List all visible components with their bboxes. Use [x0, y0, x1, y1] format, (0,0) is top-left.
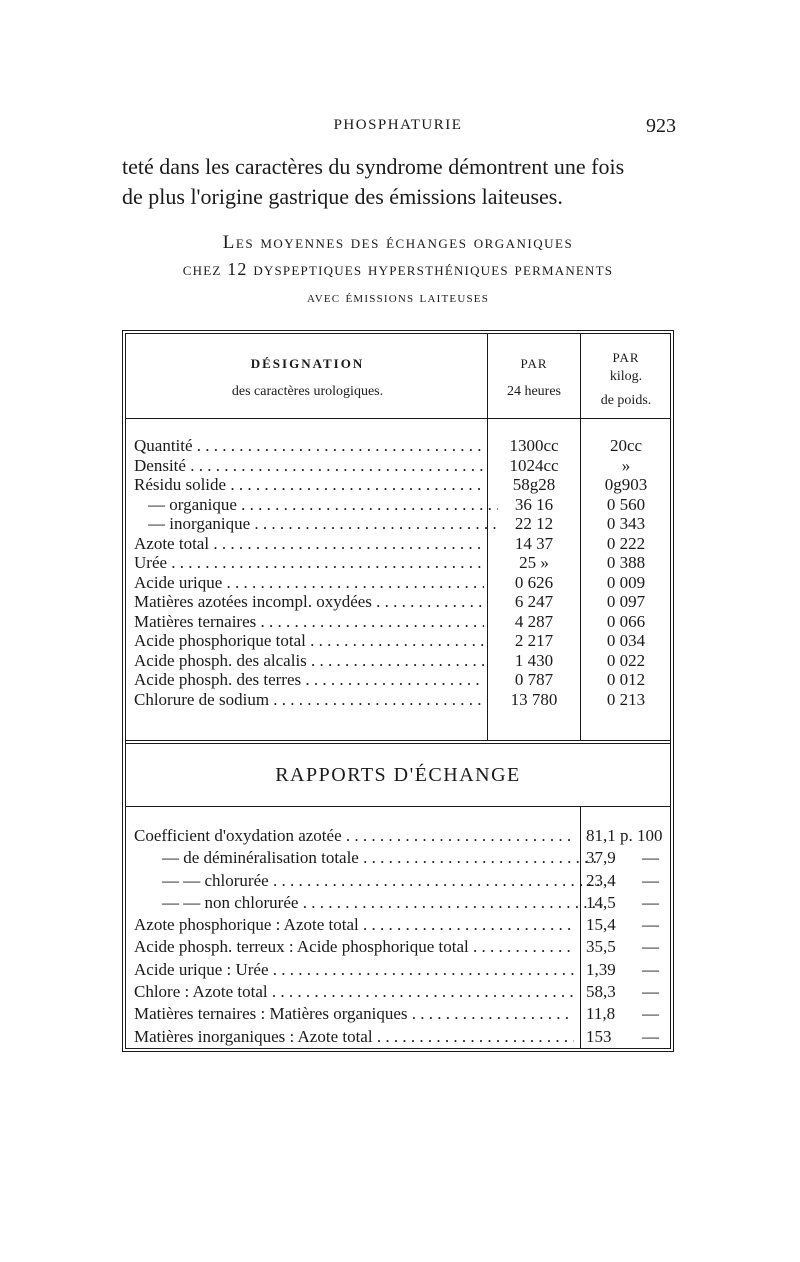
- value-per-24h: 0 626: [514, 572, 554, 592]
- page-number: 923: [646, 115, 676, 137]
- table-caption-line: chez 12 dyspeptiques hypersthéniques permanents: [182, 259, 614, 279]
- row-label: Densité . . .: [134, 456, 484, 476]
- value-per-24h: 2 217: [514, 631, 554, 650]
- running-title: PHOSPHATURIE: [333, 117, 463, 133]
- value-per-kg: 0 560: [606, 494, 646, 514]
- rapport-row: [134, 936, 670, 958]
- rapport-number: 1,39: [586, 959, 616, 979]
- value-per-kg: 0 066: [606, 611, 646, 631]
- rapport-label: — de déminéralisation totale . . .: [134, 847, 602, 869]
- rapport-row: [134, 959, 670, 981]
- table-caption-line: avec émissions laiteuses: [306, 289, 490, 306]
- ditto-dash: —: [642, 870, 659, 890]
- rapports-title: RAPPORTS D'ÉCHANGE: [275, 764, 521, 786]
- row-label: Acide phosph. des alcalis . . .: [134, 651, 484, 671]
- value-per-kg: 0 343: [606, 514, 646, 533]
- ditto-dash: —: [642, 915, 659, 935]
- header-per-kg: PAR: [612, 350, 640, 365]
- body-paragraph: [122, 152, 682, 212]
- table-row: [134, 690, 670, 710]
- row-label: Acide urique . . .: [134, 573, 484, 593]
- rapports-body: [134, 825, 670, 1048]
- value-per-kg: 0 009: [606, 572, 646, 592]
- row-label: Résidu solide . . .: [134, 475, 484, 495]
- rapport-row: [134, 981, 670, 1003]
- rapport-label: Coefficient d'oxydation azotée . . .: [134, 825, 574, 847]
- value-per-24h: 22 12: [514, 514, 554, 533]
- table-row: [134, 534, 670, 554]
- value-per-kg: 0 388: [606, 553, 646, 572]
- rapport-number: 14,5: [586, 892, 616, 912]
- value-per-24h: 1 430: [514, 650, 554, 670]
- rapport-label: — — non chlorurée . . .: [134, 892, 602, 914]
- ditto-dash: —: [642, 959, 659, 979]
- row-label: — inorganique . . .: [134, 514, 498, 534]
- value-per-kg: 0 012: [606, 670, 646, 689]
- row-label: Azote total . . .: [134, 534, 484, 554]
- rapport-number: 37,9: [586, 848, 616, 868]
- rapport-label: Chlore : Azote total . . .: [134, 981, 574, 1003]
- value-per-24h: 36 16: [514, 494, 554, 514]
- rapport-label: — — chlorurée . . .: [134, 870, 602, 892]
- table-row: [134, 456, 670, 476]
- value-per-24h: 58g28: [512, 475, 556, 494]
- ditto-dash: —: [642, 892, 659, 912]
- row-label: Urée . . .: [134, 553, 484, 573]
- table-row: [134, 612, 670, 632]
- rapport-label: Acide phosph. terreux : Acide phosphorique total . . .: [134, 936, 574, 958]
- table-row: [134, 573, 670, 593]
- table-row: [134, 631, 670, 651]
- header-designation-sub: des caractères urologiques.: [231, 384, 384, 399]
- rapport-number: 35,5: [586, 937, 616, 957]
- ditto-dash: —: [642, 1026, 659, 1046]
- rapport-row: [134, 892, 670, 914]
- value-per-kg: 0 222: [606, 533, 646, 553]
- ditto-dash: —: [642, 848, 659, 868]
- value-per-kg: 0 034: [606, 631, 646, 650]
- row-label: Acide phosphorique total . . .: [134, 631, 484, 651]
- header-designation: DÉSIGNATION: [250, 356, 365, 371]
- rapport-label: Azote phosphorique : Azote total . . .: [134, 914, 574, 936]
- table-row: [134, 670, 670, 690]
- rapport-label: Acide urique : Urée . . .: [134, 959, 574, 981]
- value-per-24h: 1024cc: [509, 455, 559, 475]
- value-per-kg: 0 213: [606, 689, 646, 709]
- header-per-kg-sub: de poids.: [600, 393, 652, 408]
- ditto-dash: —: [642, 937, 659, 957]
- table-row: [134, 592, 670, 612]
- value-per-24h: 6 247: [514, 592, 554, 611]
- row-label: Matières azotées incompl. oxydées . . .: [134, 592, 484, 612]
- rapport-row: [134, 914, 670, 936]
- value-per-24h: 14 37: [514, 533, 554, 553]
- value-per-kg: 0g903: [604, 475, 648, 494]
- value-per-kg: 0 097: [606, 592, 646, 611]
- table-row: [134, 651, 670, 671]
- paragraph-line: teté dans les caractères du syndrome démontrent une fois: [122, 154, 625, 179]
- running-head: [118, 115, 678, 139]
- rapport-number: 153: [586, 1026, 612, 1046]
- table-body: [134, 436, 670, 709]
- value-per-kg: 20cc: [609, 436, 643, 455]
- table-row: [134, 514, 670, 534]
- value-per-24h: 0 787: [514, 670, 554, 689]
- rapport-row: [134, 825, 670, 847]
- rapport-label: Matières inorganiques : Azote total . . .: [134, 1026, 574, 1048]
- rapport-number: 81,1 p. 100: [586, 826, 663, 845]
- rapport-number: 58,3: [586, 982, 616, 1002]
- value-per-kg: 0 022: [606, 650, 646, 670]
- header-per-24h: PAR: [520, 356, 548, 371]
- header-rule: [126, 418, 670, 419]
- ditto-dash: —: [642, 1004, 659, 1024]
- table-caption-line: Les moyennes des échanges organiques: [222, 232, 574, 253]
- section-rule: [126, 740, 670, 744]
- table-row: [134, 436, 670, 456]
- row-label: — organique . . .: [134, 495, 498, 515]
- rapport-number: 15,4: [586, 915, 616, 935]
- value-per-24h: 1300cc: [509, 436, 559, 455]
- rapport-number: 23,4: [586, 870, 616, 890]
- header-per-24h-sub: 24 heures: [506, 384, 562, 399]
- value-per-24h: 25 »: [519, 553, 549, 572]
- value-per-24h: 4 287: [514, 611, 554, 631]
- rapport-row: [134, 870, 670, 892]
- ditto-dash: —: [642, 982, 659, 1002]
- rapport-number: 11,8: [586, 1004, 616, 1024]
- row-label: Matières ternaires . . .: [134, 612, 484, 632]
- table-row: [134, 553, 670, 573]
- row-label: Quantité . . .: [134, 436, 484, 456]
- rapport-row: [134, 1003, 670, 1025]
- table-row: [134, 475, 670, 495]
- column-divider: [487, 334, 488, 418]
- header-per-kg-sub: kilog.: [609, 369, 643, 384]
- rapport-label: Matières ternaires : Matières organiques . . .: [134, 1003, 574, 1025]
- section-rule: [126, 806, 670, 807]
- value-per-24h: 13 780: [510, 689, 558, 709]
- row-label: Acide phosph. des terres . . .: [134, 670, 484, 690]
- table-row: [134, 495, 670, 515]
- paragraph-line: de plus l'origine gastrique des émissions laiteuses.: [122, 184, 563, 209]
- rapport-row: [134, 1026, 670, 1048]
- rapport-row: [134, 847, 670, 869]
- value-per-kg: »: [621, 455, 631, 475]
- row-label: Chlorure de sodium . . .: [134, 690, 484, 710]
- column-divider: [580, 334, 581, 418]
